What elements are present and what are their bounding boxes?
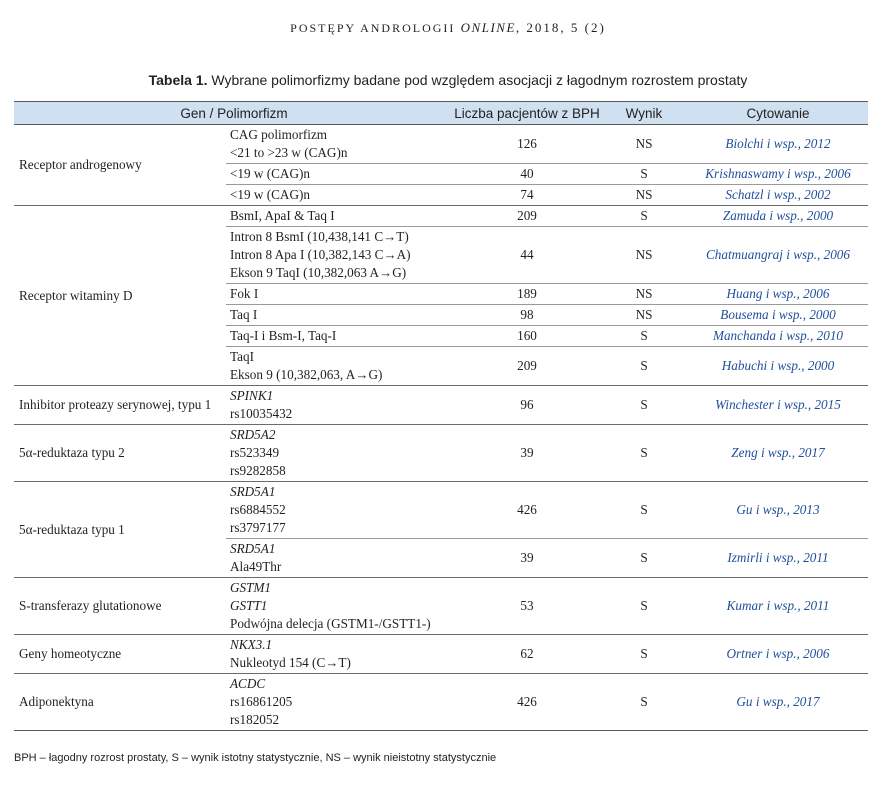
patients-count-cell: 189 xyxy=(454,284,600,305)
citation-text: Winchester i wsp., 2015 xyxy=(715,397,841,412)
citation-text: Schatzl i wsp., 2002 xyxy=(725,187,831,202)
polymorphism-line: BsmI, ApaI & Taq I xyxy=(230,208,335,223)
citation-cell xyxy=(688,539,868,578)
citation-text: Biolchi i wsp., 2012 xyxy=(725,136,831,151)
polymorphism-line: Ekson 9 (10,382,063, A→G) xyxy=(230,367,383,382)
polymorphism-line: Nukleotyd 154 (C→T) xyxy=(230,655,351,670)
patients-count-cell: 53 xyxy=(454,578,600,635)
patients-count-cell: 126 xyxy=(454,125,600,164)
polymorphism-line: CAG polimorfizm xyxy=(230,127,328,142)
polymorphism-line: Intron 8 BsmI (10,438,141 C→T) xyxy=(230,229,409,244)
result-cell: S xyxy=(600,539,688,578)
polymorphism-line: Intron 8 Apa I (10,382,143 C→A) xyxy=(230,247,411,262)
polymorphism-line: <21 to >23 w (CAG)n xyxy=(230,145,348,160)
citation-cell xyxy=(688,674,868,731)
table-footnote: BPH – łagodny rozrost prostaty, S – wynik istotny statystycznie, NS – wynik nieistotny statystycznie xyxy=(14,752,497,764)
running-header xyxy=(0,20,896,36)
patients-count-cell: 44 xyxy=(454,227,600,284)
result-cell: S xyxy=(600,347,688,386)
polymorphism-cell xyxy=(226,206,454,227)
polymorphism-line: Ala49Thr xyxy=(230,559,282,574)
polymorphism-line: <19 w (CAG)n xyxy=(230,166,310,181)
patients-count-cell: 160 xyxy=(454,326,600,347)
polymorphism-cell xyxy=(226,482,454,539)
result-cell: NS xyxy=(600,284,688,305)
result-cell: S xyxy=(600,482,688,539)
polymorphism-cell xyxy=(226,326,454,347)
column-header-wynik: Wynik xyxy=(600,102,688,125)
table-row xyxy=(14,482,868,539)
polymorphism-line: GSTM1 xyxy=(230,580,272,595)
table-header-row xyxy=(14,102,868,125)
citation-text: Gu i wsp., 2013 xyxy=(736,502,820,517)
polymorphism-cell xyxy=(226,284,454,305)
polymorphism-line: Podwójna delecja (GSTM1-/GSTT1-) xyxy=(230,616,431,631)
result-cell: S xyxy=(600,425,688,482)
result-cell: NS xyxy=(600,125,688,164)
citation-cell xyxy=(688,425,868,482)
result-cell: S xyxy=(600,164,688,185)
table-caption-label: Tabela 1. xyxy=(148,72,208,88)
result-cell: S xyxy=(600,635,688,674)
patients-count-cell: 39 xyxy=(454,539,600,578)
patients-count-cell: 62 xyxy=(454,635,600,674)
patients-count-cell: 209 xyxy=(454,347,600,386)
polymorphism-cell xyxy=(226,227,454,284)
table-row xyxy=(14,425,868,482)
table-row xyxy=(14,206,868,227)
polymorphism-cell xyxy=(226,347,454,386)
table-row xyxy=(14,635,868,674)
polymorphism-cell xyxy=(226,185,454,206)
citation-cell xyxy=(688,125,868,164)
citation-cell xyxy=(688,227,868,284)
citation-text: Kumar i wsp., 2011 xyxy=(726,598,830,613)
gene-cell: Receptor witaminy D xyxy=(14,206,226,386)
polymorphism-line: Fok I xyxy=(230,286,259,301)
polymorphism-line: rs16861205 xyxy=(230,694,293,709)
patients-count-cell: 74 xyxy=(454,185,600,206)
patients-count-cell: 209 xyxy=(454,206,600,227)
table-row xyxy=(14,674,868,731)
citation-text: Izmirli i wsp., 2011 xyxy=(727,550,829,565)
gene-cell: S-transferazy glutationowe xyxy=(14,578,226,635)
result-cell: NS xyxy=(600,227,688,284)
citation-text: Huang i wsp., 2006 xyxy=(726,286,830,301)
citation-text: Zeng i wsp., 2017 xyxy=(731,445,825,460)
table-row xyxy=(14,125,868,164)
polymorphism-line: TaqI xyxy=(230,349,254,364)
polymorphism-cell xyxy=(226,425,454,482)
citation-text: Manchanda i wsp., 2010 xyxy=(712,328,844,343)
table-row xyxy=(14,386,868,425)
citation-text: Habuchi i wsp., 2000 xyxy=(721,358,835,373)
result-cell: S xyxy=(600,578,688,635)
polymorphism-line: GSTT1 xyxy=(230,598,268,613)
polymorphism-cell xyxy=(226,578,454,635)
table-caption xyxy=(0,72,896,88)
citation-cell xyxy=(688,206,868,227)
polymorphism-line: ACDC xyxy=(230,676,266,691)
citation-cell xyxy=(688,578,868,635)
citation-cell xyxy=(688,164,868,185)
polymorphism-line: NKX3.1 xyxy=(230,637,273,652)
polymorphism-line: SRD5A1 xyxy=(230,484,276,499)
polymorphism-line: rs523349 xyxy=(230,445,280,460)
polymorphism-cell xyxy=(226,386,454,425)
patients-count-cell: 98 xyxy=(454,305,600,326)
patients-count-cell: 40 xyxy=(454,164,600,185)
polymorphism-line: rs182052 xyxy=(230,712,280,727)
gene-cell: 5α-reduktaza typu 2 xyxy=(14,425,226,482)
citation-cell xyxy=(688,185,868,206)
journal-online: ONLINE xyxy=(460,20,516,35)
journal-issue: , 2018, 5 (2) xyxy=(515,20,606,35)
journal-name: POSTĘPY ANDROLOGII xyxy=(290,21,456,35)
citation-cell xyxy=(688,482,868,539)
polymorphism-line: SRD5A2 xyxy=(230,427,276,442)
polymorphism-cell xyxy=(226,125,454,164)
result-cell: S xyxy=(600,206,688,227)
gene-cell: Geny homeotyczne xyxy=(14,635,226,674)
citation-text: Bousema i wsp., 2000 xyxy=(720,307,836,322)
gene-cell: 5α-reduktaza typu 1 xyxy=(14,482,226,578)
citation-text: Krishnaswamy i wsp., 2006 xyxy=(705,166,851,181)
table-body xyxy=(14,125,868,731)
table-caption-text: Wybrane polimorfizmy badane pod względem asocjacji z łagodnym rozrostem prostaty xyxy=(211,72,748,88)
citation-cell xyxy=(688,326,868,347)
column-header-liczba: Liczba pacjentów z BPH xyxy=(454,102,600,125)
citation-text: Chatmuangraj i wsp., 2006 xyxy=(706,247,850,262)
polymorphism-cell xyxy=(226,674,454,731)
patients-count-cell: 426 xyxy=(454,674,600,731)
polymorphism-line: rs9282858 xyxy=(230,463,286,478)
polymorphism-line: Taq I xyxy=(230,307,258,322)
table-row xyxy=(14,578,868,635)
polymorphism-line: SRD5A1 xyxy=(230,541,276,556)
column-header-cytowanie: Cytowanie xyxy=(688,102,868,125)
polymorphism-cell xyxy=(226,539,454,578)
result-cell: S xyxy=(600,674,688,731)
citation-cell xyxy=(688,635,868,674)
result-cell: S xyxy=(600,326,688,347)
result-cell: S xyxy=(600,386,688,425)
result-cell: NS xyxy=(600,185,688,206)
polymorphism-line: rs6884552 xyxy=(230,502,286,517)
gene-cell: Inhibitor proteazy serynowej, typu 1 xyxy=(14,386,226,425)
citation-text: Gu i wsp., 2017 xyxy=(736,694,820,709)
column-header-gen: Gen / Polimorfizm xyxy=(14,102,454,125)
gene-cell: Receptor androgenowy xyxy=(14,125,226,206)
citation-cell xyxy=(688,386,868,425)
citation-text: Ortner i wsp., 2006 xyxy=(726,646,830,661)
polymorphism-line: <19 w (CAG)n xyxy=(230,187,310,202)
polymorphism-line: SPINK1 xyxy=(230,388,274,403)
polymorphism-cell xyxy=(226,635,454,674)
patients-count-cell: 39 xyxy=(454,425,600,482)
polymorphism-table xyxy=(14,101,868,731)
polymorphism-cell xyxy=(226,164,454,185)
polymorphism-line: Taq-I i Bsm-I, Taq-I xyxy=(230,328,337,343)
gene-cell: Adiponektyna xyxy=(14,674,226,731)
citation-cell xyxy=(688,284,868,305)
polymorphism-line: rs3797177 xyxy=(230,520,286,535)
citation-cell xyxy=(688,305,868,326)
citation-cell xyxy=(688,347,868,386)
result-cell: NS xyxy=(600,305,688,326)
polymorphism-cell xyxy=(226,305,454,326)
polymorphism-line: rs10035432 xyxy=(230,406,293,421)
citation-text: Zamuda i wsp., 2000 xyxy=(722,208,834,223)
patients-count-cell: 426 xyxy=(454,482,600,539)
polymorphism-line: Ekson 9 TaqI (10,382,063 A→G) xyxy=(230,265,407,280)
patients-count-cell: 96 xyxy=(454,386,600,425)
